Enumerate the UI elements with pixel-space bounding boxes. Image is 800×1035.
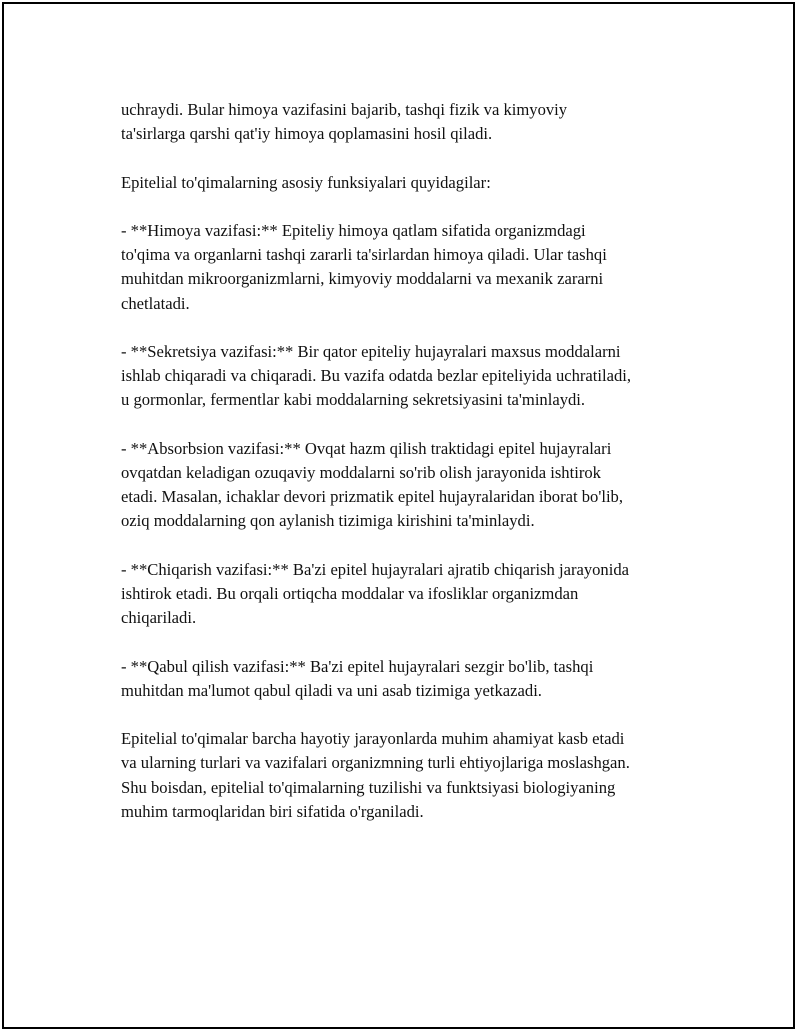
text-line: ishtirok etadi. Bu orqali ortiqcha moddalar va ifosliklar organizmdan <box>121 583 579 603</box>
text-line: ovqatdan keladigan ozuqaviy moddalarni so'rib olish jarayonida ishtirok <box>121 462 601 482</box>
paragraph-absorption-function <box>121 437 711 534</box>
text-line: muhitdan mikroorganizmlarni, kimyoviy moddalarni va mexanik zararni <box>121 269 604 289</box>
text-line: to'qima va organlarni tashqi zararli ta'sirlardan himoya qiladi. Ular tashqi <box>121 245 607 265</box>
text-line: Shu boisdan, epitelial to'qimalarning tuzilishi va funktsiyasi biologiyaning <box>121 777 616 797</box>
page-frame <box>2 2 795 1029</box>
text-line: - **Absorbsion vazifasi:** Ovqat hazm qilish traktidagi epitel hujayralari <box>121 438 612 458</box>
document-body <box>121 98 711 848</box>
paragraph-protection-function <box>121 219 711 316</box>
text-line: Epitelial to'qimalar barcha hayotiy jarayonlarda muhim ahamiyat kasb etadi <box>121 729 625 749</box>
text-line: va ularning turlari va vazifalari organizmning turli ehtiyojlariga moslashgan. <box>121 753 630 773</box>
text-line: uchraydi. Bular himoya vazifasini bajarib, tashqi fizik va kimyoviy <box>121 100 568 119</box>
paragraph-intro-continuation <box>121 98 711 146</box>
paragraph-conclusion <box>121 727 711 824</box>
text-line: ishlab chiqaradi va chiqaradi. Bu vazifa odatda bezlar epiteliyida uchratiladi, <box>121 366 632 386</box>
paragraph-functions-heading <box>121 171 711 195</box>
paragraph-secretion-function <box>121 340 711 413</box>
paragraph-excretion-function <box>121 558 711 631</box>
text-line: chetlatadi. <box>121 293 190 313</box>
text-line: chiqariladi. <box>121 608 197 628</box>
text-line: muhim tarmoqlaridan biri sifatida o'rganiladi. <box>121 801 424 821</box>
text-line: - **Sekretsiya vazifasi:** Bir qator epiteliy hujayralari maxsus moddalarni <box>121 341 621 361</box>
text-line: - **Himoya vazifasi:** Epiteliy himoya qatlam sifatida organizmdagi <box>121 220 586 240</box>
text-line: - **Qabul qilish vazifasi:** Ba'zi epitel hujayralari sezgir bo'lib, tashqi <box>121 656 594 676</box>
text-line: ta'sirlarga qarshi qat'iy himoya qoplamasini hosil qiladi. <box>121 124 493 144</box>
paragraph-reception-function <box>121 655 711 703</box>
text-line: oziq moddalarning qon aylanish tizimiga kirishini ta'minlaydi. <box>121 511 535 531</box>
text-line: muhitdan ma'lumot qabul qiladi va uni asab tizimiga yetkazadi. <box>121 680 542 700</box>
text-line: etadi. Masalan, ichaklar devori prizmatik epitel hujayralaridan iborat bo'lib, <box>121 487 624 507</box>
text-line: u gormonlar, fermentlar kabi moddalarning sekretsiyasini ta'minlaydi. <box>121 390 586 410</box>
text-line: Epitelial to'qimalarning asosiy funksiyalari quyidagilar: <box>121 172 491 192</box>
text-line: - **Chiqarish vazifasi:** Ba'zi epitel hujayralari ajratib chiqarish jarayonida <box>121 559 629 579</box>
